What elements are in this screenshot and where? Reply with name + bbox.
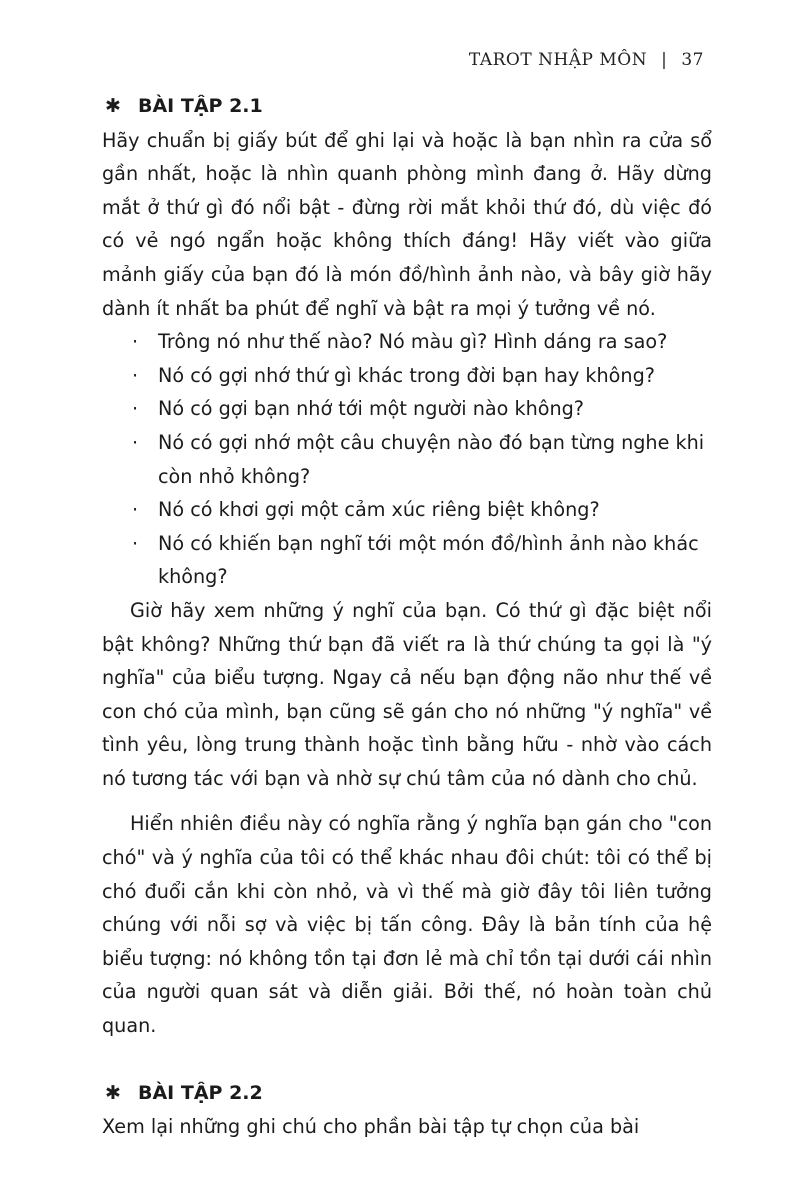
exercise-title: BÀI TẬP 2.2 [138,1081,263,1104]
bullet-icon: · [132,363,139,387]
list-item [126,359,712,393]
question-list [102,325,712,594]
exercise-intro: Hãy chuẩn bị giấy bút để ghi lại và hoặc là bạn nhìn ra cửa sổ gần nhất, hoặc là nhìn quanh phòng mình đang ở. Hãy dừng mắt ở thứ gì đó nổi bật - đừng rời mắt khỏi thứ đó, dù việc đó có vẻ ngó ngẩn hoặc không thích đáng! Hãy viết vào giữa mảnh giấy của bạn đó là món đồ/hình ảnh nào, và bây giờ hãy dành ít nhất ba phút để nghĩ và bật ra mọi ý tưởng về nó. [102,128,712,320]
exercise-2-2 [102,1077,712,1144]
exercise-2-1 [102,90,712,1043]
header-separator: | [661,50,668,70]
bullet-icon: · [132,531,139,555]
asterisk-icon: ✱ [105,95,121,117]
page-content [102,90,712,1144]
list-item [126,392,712,426]
bullet-icon: · [132,397,139,421]
page-number: 37 [681,50,704,70]
body-paragraph: Hiển nhiên điều này có nghĩa rằng ý nghĩa bạn gán cho "con chó" và ý nghĩa của tôi có thể khác nhau đôi chút: tôi có thể bị chó đuổi cắn khi còn nhỏ, và vì thế mà giờ đây tôi liên tưởng chúng với nỗi sợ và việc bị tấn công. Đây là bản tính của hệ biểu tượng: nó không tồn tại đơn lẻ mà chỉ tồn tại dưới cái nhìn của người quan sát và diễn giải. Bởi thế, nó hoàn toàn chủ quan. [102,812,713,1038]
exercise-heading [102,90,712,124]
list-item [126,493,712,527]
list-item [126,527,712,594]
bullet-icon: · [132,430,139,454]
question-text: Nó có khơi gợi một cảm xúc riêng biệt không? [158,498,600,522]
exercise-intro: Xem lại những ghi chú cho phần bài tập tự chọn của bài [102,1115,640,1139]
body-paragraph: Giờ hãy xem những ý nghĩ của bạn. Có thứ gì đặc biệt nổi bật không? Những thứ bạn đã viết ra là thứ chúng ta gọi là "ý nghĩa" của biểu tượng. Ngay cả nếu bạn động não như thế về con chó của mình, bạn cũng sẽ gán cho nó những "ý nghĩa" về tình yêu, lòng trung thành hoặc tình bằng hữu - nhờ vào cách nó tương tác với bạn và nhờ sự chú tâm của nó dành cho chủ. [102,598,712,790]
bullet-icon: · [132,498,139,522]
question-text: Nó có gợi nhớ thứ gì khác trong đời bạn hay không? [158,363,655,387]
asterisk-icon: ✱ [105,1081,121,1104]
list-item [126,426,712,493]
question-text: Nó có gợi bạn nhớ tới một người nào không? [158,397,584,421]
exercise-heading [102,1077,712,1111]
question-text: Nó có khiến bạn nghĩ tới một món đồ/hình ảnh nào khác không? [158,531,699,589]
exercise-title: BÀI TẬP 2.1 [138,95,263,117]
bullet-icon: · [132,330,139,354]
running-header [469,50,704,70]
list-item [126,325,712,359]
question-text: Trông nó như thế nào? Nó màu gì? Hình dáng ra sao? [158,330,668,354]
question-text: Nó có gợi nhớ một câu chuyện nào đó bạn từng nghe khi còn nhỏ không? [158,430,705,488]
book-title: TAROT NHẬP MÔN [468,50,648,70]
